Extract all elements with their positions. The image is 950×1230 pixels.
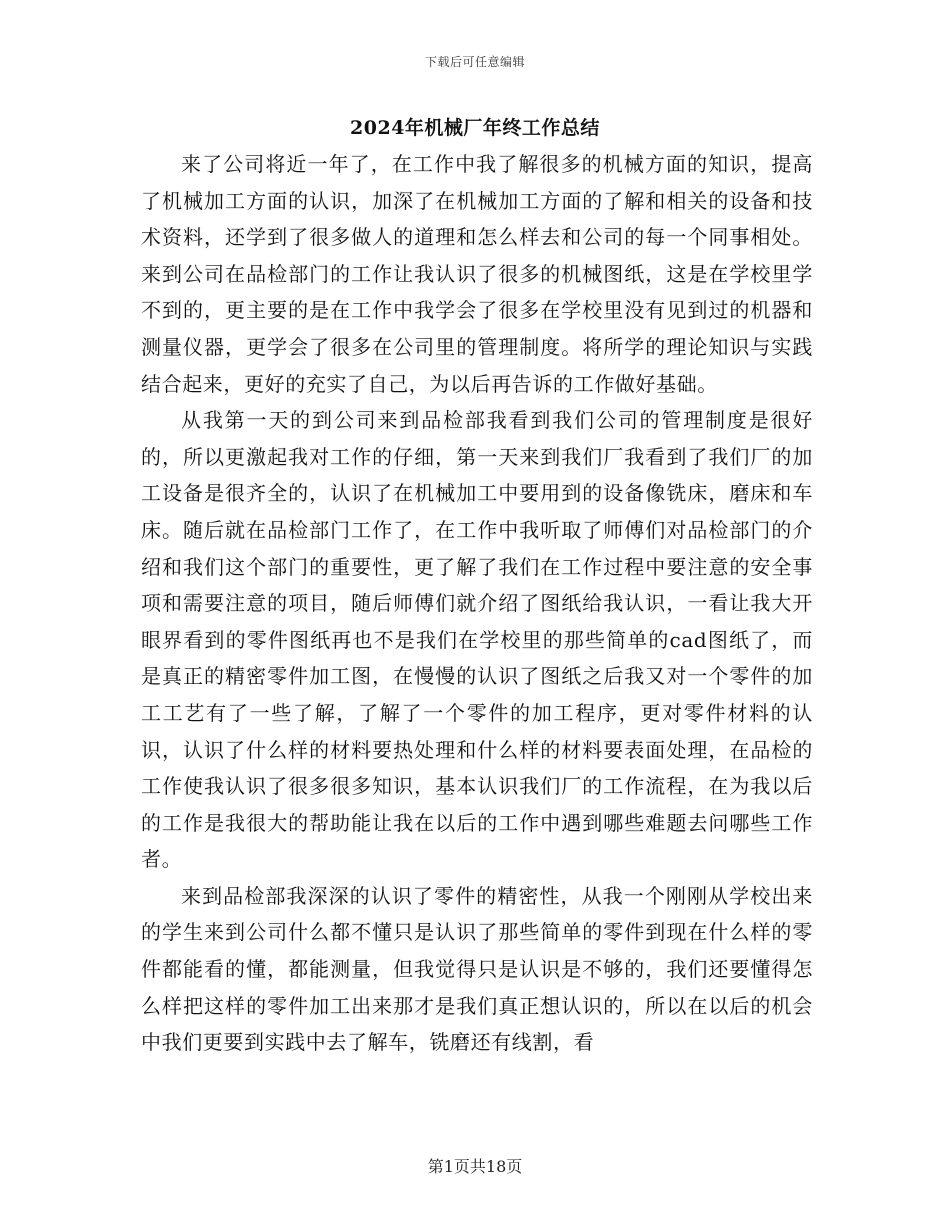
document-body [141, 146, 813, 1061]
header-note: 下载后可任意编辑 [424, 55, 525, 69]
page-number: 第1页共18页 [427, 1157, 523, 1176]
paragraph-2: 从我第一天的到公司来到品检部我看到我们公司的管理制度是很好的，所以更激起我对工作的仔细，第一天来到我们厂我看到了我们厂的加工设备是很齐全的，认识了在机械加工中要用到的设备像铣床，磨床和车床。随后就在品检部门工作了，在工作中我听取了师傅们对品检部门的介绍和我们这个部门的重要性，更了解了我们在工作过程中要注意的安全事项和需要注意的项目，随后师傅们就介绍了图纸给我认识，一看让我大开眼界看到的零件图纸再也不是我们在学校里的那些简单的cad图纸了，而是真正的精密零件加工图，在慢慢的认识了图纸之后我又对一个零件的加工工艺有了一些了解，了解了一个零件的加工程序，更对零件材料的认识，认识了什么样的材料要热处理和什么样的材料要表面处理，在品检的工作使我认识了很多很多知识，基本认识我们厂的工作流程，在为我以后的工作是我很大的帮助能让我在以后的工作中遇到哪些难题去问哪些工作者。 [141, 408, 813, 872]
paragraph-1: 来了公司将近一年了，在工作中我了解很多的机械方面的知识，提高了机械加工方面的认识，加深了在机械加工方面的了解和相关的设备和技术资料，还学到了很多做人的道理和怎么样去和公司的每一个同事相处。来到公司在品检部门的工作让我认识了很多的机械图纸，这是在学校里学不到的，更主要的是在工作中我学会了很多在学校里没有见到过的机器和测量仪器，更学会了很多在公司里的管理制度。将所学的理论知识与实践结合起来，更好的充实了自己，为以后再告诉的工作做好基础。 [141, 152, 813, 396]
document-title: 2024年机械厂年终工作总结 [350, 117, 600, 139]
paragraph-3: 来到品检部我深深的认识了零件的精密性，从我一个刚刚从学校出来的学生来到公司什么都不懂只是认识了那些简单的零件到现在什么样的零件都能看的懂，都能测量，但我觉得只是认识是不够的，我们还要懂得怎么样把这样的零件加工出来那才是我们真正想认识的，所以在以后的机会中我们更要到实践中去了解车，铣磨还有线割，看 [141, 883, 813, 1055]
